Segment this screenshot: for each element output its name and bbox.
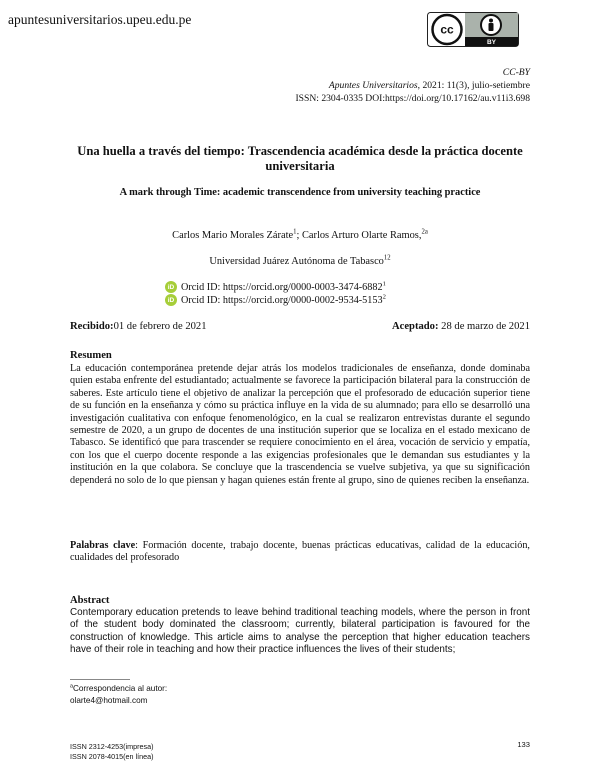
article-title-en: A mark through Time: academic transcendence from university teaching practice	[119, 187, 481, 198]
site-url[interactable]: apuntesuniversitarios.upeu.edu.pe	[8, 12, 192, 27]
orcid-1-sup: 1	[382, 280, 386, 288]
orcid-1[interactable]	[165, 281, 386, 293]
author-2: Carlos Arturo Olarte Ramos,	[301, 230, 422, 241]
affiliation	[60, 256, 540, 267]
cc-by-badge-graphic	[427, 12, 519, 47]
correspondence-sup: a	[70, 683, 73, 690]
keywords	[70, 540, 530, 565]
accepted-value: 28 de marzo de 2021	[438, 321, 530, 332]
journal-name: Apuntes Universitarios	[328, 80, 418, 91]
keywords-label: Palabras clave	[70, 540, 136, 551]
received-label: Recibido:	[70, 321, 114, 332]
resumen-heading: Resumen	[70, 350, 112, 361]
by-label: BY	[486, 39, 497, 46]
journal-citation	[170, 79, 530, 92]
orcid-2-sup: 2	[382, 293, 386, 301]
journal-info	[170, 66, 530, 105]
abstract-heading: Abstract	[70, 595, 110, 606]
authors	[60, 230, 540, 241]
article-title-es: Una huella a través del tiempo: Trascendencia académica desde la práctica docente universitaria	[77, 144, 523, 173]
author-1-sup: 1	[293, 228, 297, 236]
accepted-label: Aceptado:	[392, 321, 439, 332]
orcid-1-text[interactable]: Orcid ID: https://orcid.org/0000-0003-3474-6882	[181, 281, 383, 293]
orcid-2[interactable]	[165, 294, 386, 306]
orcid-1-link[interactable]	[181, 282, 386, 293]
accepted-date	[392, 321, 530, 332]
received-date	[70, 321, 207, 332]
orcid-icon: iD	[165, 281, 177, 293]
journal-volume: , 2021: 11(3), julio-setiembre	[417, 80, 530, 91]
cc-icon-label: cc	[440, 22, 454, 37]
author-2-sup: 2a	[421, 228, 428, 236]
received-value: 01 de febrero de 2021	[113, 321, 207, 332]
issn-online: ISSN 2078-4015(en línea)	[70, 752, 154, 761]
page-number: 133	[517, 740, 530, 749]
orcid-2-text[interactable]: Orcid ID: https://orcid.org/0000-0002-9534-5153	[181, 294, 383, 306]
journal-license: CC-BY	[502, 67, 530, 78]
correspondence-note	[70, 684, 167, 693]
issn-print: ISSN 2312-4253(impresa)	[70, 742, 154, 751]
author-separator: ;	[296, 230, 302, 241]
footnote-divider	[70, 679, 130, 680]
keywords-text: : Formación docente, trabajo docente, buenas prácticas educativas, calidad de la educación, cualidades del profesorado	[70, 540, 530, 564]
journal-issn-doi[interactable]: ISSN: 2304-0335 DOI:https://doi.org/10.17162/au.v11i3.698	[295, 93, 530, 104]
abstract-text: Contemporary education pretends to leave behind traditional teaching models, where the person in front of the student body dominated the classroom; currently, bilateral participation is favoured for the construction of knowledge. This article aims to analyse the perception that higher education teachers have of their role in teaching and how their practice influences the lives of their students;	[70, 607, 530, 656]
orcid-2-link[interactable]	[181, 295, 386, 306]
correspondence-label: Correspondencia al autor:	[72, 684, 168, 693]
cc-by-license-badge[interactable]	[427, 12, 519, 47]
resumen-text: La educación contemporánea pretende dejar atrás los modelos tradicionales de enseñanza, donde dominaba quien estaba enfrente del estudiantado; actualmente se favorece la participación bilateral para la construcción de saberes. Este artículo tiene el objetivo de analizar la percepción que el profesorado de educación superior tiene de su función en la enseñanza y cómo su práctica influye en la vida de su alumnado; para ello se desarrolló una investigación cualitativa con enfoque fenomenológico, en la cual se realizaron entrevistas durante el segundo semestre de 2020, a un grupo de docentes de una institución superior que se localiza en el estado mexicano de Tabasco. Se identificó que para trascender se requiere conocimiento en el área, vocación de servicio y empatía, con los que el cuerpo docente responde a las exigencias profesionales que le demandan sus estudiantes y la institución en la que colabora. Se concluye que la trascendencia se vuelve subjetiva, ya que su significación dependerá no solo de lo que piensan y hagan quienes están frente al grupo, sino de quienes reciben la enseñanza.	[70, 363, 530, 486]
affiliation-sup: 12	[383, 254, 391, 262]
correspondence-email[interactable]: olarte4@hotmail.com	[70, 696, 148, 705]
orcid-icon: iD	[165, 294, 177, 306]
author-1: Carlos Mario Morales Zárate	[172, 230, 294, 241]
affiliation-name: Universidad Juárez Autónoma de Tabasco	[209, 256, 384, 267]
